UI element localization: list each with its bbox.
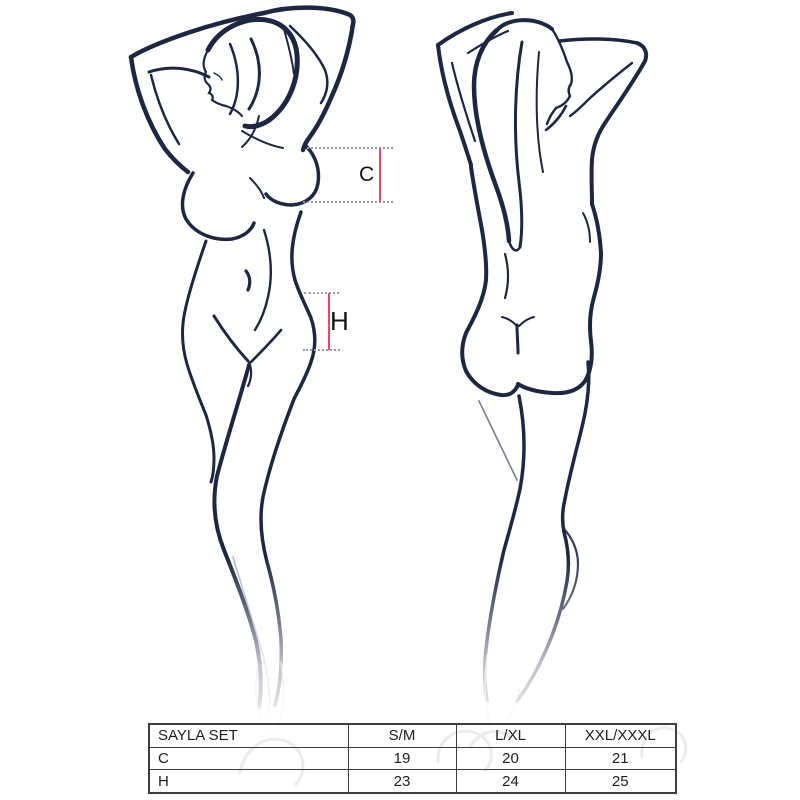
- front-hair-main: [208, 19, 297, 126]
- front-right-arm-outer: [264, 8, 353, 150]
- front-navel: [246, 271, 250, 290]
- row-label-chest: C: [149, 747, 348, 770]
- front-hair-strand: [249, 39, 259, 109]
- chest-measure-label: C: [359, 163, 375, 186]
- back-spine-hint: [505, 254, 508, 298]
- size-table-header-row: [149, 724, 676, 747]
- front-torso-left: [183, 241, 214, 482]
- size-header-lxl: L/XL: [456, 724, 565, 747]
- chest-value-lxl: 20: [456, 747, 565, 770]
- front-left-breast: [182, 173, 254, 239]
- hip-value-lxl: 24: [456, 770, 565, 793]
- front-cleavage: [250, 178, 264, 198]
- size-header-sm: S/M: [348, 724, 456, 747]
- hip-measure-label: H: [330, 306, 349, 336]
- hip-value-xxl: 25: [565, 770, 676, 793]
- back-right-arm-outer: [592, 43, 647, 204]
- table-row-chest: [149, 747, 676, 770]
- front-brow: [214, 73, 222, 80]
- back-crease-arm-r: [519, 317, 534, 326]
- back-crease-arm-l: [502, 317, 517, 326]
- front-right-breast: [266, 146, 319, 205]
- hip-value-sm: 23: [348, 770, 456, 793]
- hip-dotted-line-bottom: [303, 349, 340, 351]
- back-hair-inner: [515, 42, 522, 247]
- front-left-forearm-inner: [149, 68, 209, 77]
- size-header-xxl: XXL/XXXL: [565, 724, 676, 747]
- back-inner-thigh-light: [479, 401, 517, 480]
- back-left-arm-outer: [438, 45, 471, 165]
- front-pubis-right: [251, 330, 281, 362]
- back-right-forearm: [560, 39, 637, 43]
- table-row-hip: [149, 770, 676, 793]
- chest-value-xxl: 21: [565, 747, 676, 770]
- size-table: [148, 723, 677, 794]
- back-left-arm-inner: [452, 63, 475, 141]
- front-inner-torso-line: [255, 230, 271, 330]
- back-right-arm-inner: [570, 63, 632, 116]
- back-left-forearm-inner: [468, 31, 508, 53]
- front-pubis-left: [214, 316, 248, 361]
- back-crease: [517, 325, 518, 353]
- back-armpit-right: [583, 213, 590, 242]
- product-name-cell: SAYLA SET: [149, 724, 348, 747]
- row-label-hip: H: [149, 770, 348, 793]
- back-face-profile: [547, 29, 572, 124]
- chest-measure-line: [379, 148, 381, 202]
- front-left-arm-outer: [131, 57, 188, 172]
- front-hair-strand2: [230, 44, 238, 114]
- back-body-left-buttock: [462, 167, 518, 395]
- hip-dotted-line-top: [304, 292, 339, 294]
- back-head-top: [497, 20, 552, 30]
- back-hair-tip: [509, 241, 520, 250]
- back-hair-strand: [537, 52, 543, 172]
- chest-value-sm: 19: [348, 747, 456, 770]
